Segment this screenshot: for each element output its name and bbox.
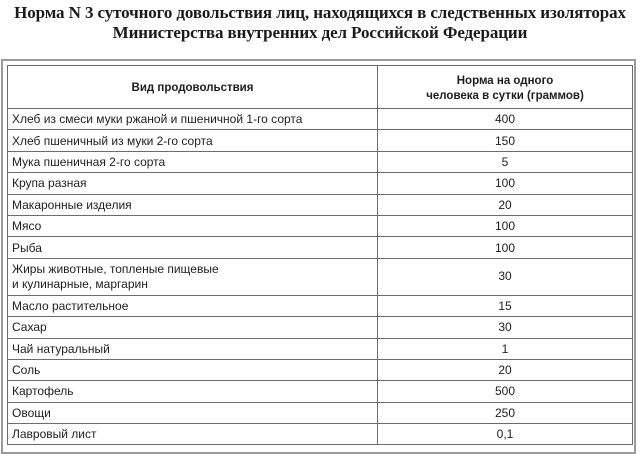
food-norm: 30 (378, 317, 633, 338)
table-row (8, 151, 633, 172)
food-norm: 1 (378, 338, 633, 359)
food-name: Сахар (8, 317, 378, 338)
food-name: Мясо (8, 215, 378, 236)
table-row (8, 109, 633, 130)
table-row (8, 424, 633, 445)
food-name-line-1: Жиры животные, топленые пищевые (12, 261, 219, 276)
header-norm-line-2: человека в сутки (граммов) (426, 89, 584, 102)
food-name: Овощи (8, 402, 378, 423)
food-name: Рыба (8, 237, 378, 258)
food-name: Хлеб пшеничный из муки 2-го сорта (8, 130, 378, 151)
food-norm: 20 (378, 359, 633, 380)
food-norm: 400 (378, 109, 633, 130)
table-frame (1, 59, 636, 454)
table-row (8, 338, 633, 359)
food-name: Макаронные изделия (8, 194, 378, 215)
food-name: Соль (8, 359, 378, 380)
food-name: Хлеб из смеси муки ржаной и пшеничной 1-го сорта (8, 109, 378, 130)
food-norm: 500 (378, 381, 633, 402)
food-norm: 100 (378, 215, 633, 236)
table-row (8, 295, 633, 316)
food-name: Лавровый лист (8, 424, 378, 445)
food-norm: 5 (378, 151, 633, 172)
food-norm: 150 (378, 130, 633, 151)
table-row (8, 258, 633, 295)
food-norm: 20 (378, 194, 633, 215)
food-norm: 250 (378, 402, 633, 423)
header-food-type: Вид продовольствия (8, 66, 378, 109)
table-row (8, 359, 633, 380)
food-name: Картофель (8, 381, 378, 402)
table-row (8, 194, 633, 215)
title-line-2: Министерства внутренних дел Российской Федерации (112, 23, 528, 42)
table-row (8, 381, 633, 402)
food-norm: 30 (378, 258, 633, 295)
food-name: Чай натуральный (8, 338, 378, 359)
table-row (8, 237, 633, 258)
food-name: Масло растительное (8, 295, 378, 316)
table-row (8, 402, 633, 423)
title-line-1: Норма N 3 суточного довольствия лиц, находящихся в следственных изоляторах (14, 3, 626, 22)
food-norm: 15 (378, 295, 633, 316)
header-norm-line-1: Норма на одного (456, 74, 554, 87)
food-norm: 0,1 (378, 424, 633, 445)
table-row (8, 317, 633, 338)
table-header-row (8, 66, 633, 109)
food-norm: 100 (378, 237, 633, 258)
food-norm: 100 (378, 173, 633, 194)
food-name-line-2: и кулинарные, маргарин (12, 276, 148, 291)
header-norm (378, 66, 633, 109)
table-row (8, 130, 633, 151)
food-name: Крупа разная (8, 173, 378, 194)
table-row (8, 215, 633, 236)
document-title (0, 3, 640, 43)
food-name (8, 258, 378, 295)
ration-table (7, 65, 633, 445)
food-name: Мука пшеничная 2-го сорта (8, 151, 378, 172)
table-row (8, 173, 633, 194)
